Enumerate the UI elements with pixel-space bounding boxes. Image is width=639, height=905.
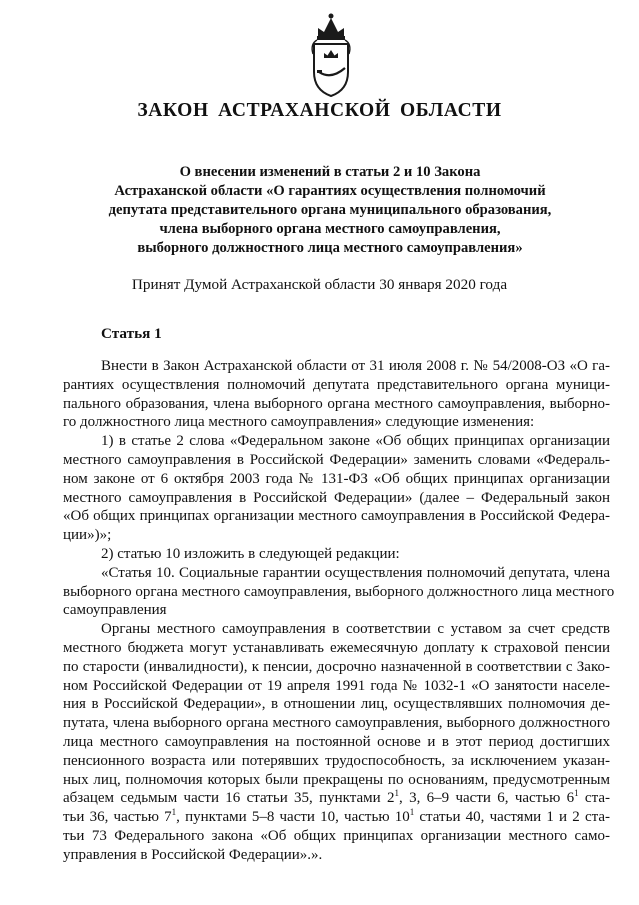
paragraph-line: пенсионного возраста или потерявших трудоспособность, за исключением указан- (63, 752, 610, 769)
superscript: 1 (394, 788, 399, 799)
paragraph-line: «Статья 10. Социальные гарантии осуществления полномочий депутата, члена (101, 564, 610, 581)
paragraph-line: рантиях осуществления полномочий депутата представительного органа муници- (63, 376, 610, 393)
paragraph-line: ном законе от 6 октября 2003 года № 131-ФЗ «Об общих принципах организации (63, 470, 610, 487)
paragraph-line: ции»)»; (63, 527, 112, 544)
adoption-note: Принят Думой Астраханской области 30 января 2020 года (131, 276, 508, 293)
paragraph-line: самоуправления (63, 602, 167, 619)
paragraph-line: Внести в Закон Астраханской области от 31 июля 2008 г. № 54/2008-ОЗ «О га- (101, 358, 610, 374)
paragraph-line: путата, члена выборного органа местного самоуправления, выборного должностного (63, 715, 610, 732)
paragraph-line: выборного органа местного самоуправления, выборного должностного лица местного (63, 583, 615, 600)
paragraph-line: пального образования, члена выборного органа местного самоуправления, выборно- (63, 395, 610, 412)
law-subject-line: выборного должностного лица местного самоуправления» (137, 240, 523, 256)
article-heading: Статья 1 (101, 325, 162, 342)
paragraph-line: тьи 73 Федерального закона «Об общих принципах организации местного само- (63, 827, 610, 844)
superscript: 1 (171, 807, 177, 818)
text-fragment: тьи 36, частью 7 (63, 809, 172, 826)
paragraph-line: ных лиц, полномочия которых были прекращены по основаниям, предусмотренным (63, 771, 610, 788)
paragraph-line: местного бюджета могут устанавливать ежемесячную доплату к страховой пенсии (63, 639, 610, 656)
paragraph-line: 1) в статье 2 слова «Федеральном законе «Об общих принципах организации (101, 433, 610, 450)
paragraph-line: ния в Российской Федерации», в отношении лиц, осуществлявших полномочия де- (63, 696, 610, 713)
superscript: 1 (409, 807, 415, 818)
law-subject-line: Астраханской области «О гарантиях осуществления полномочий (114, 183, 546, 199)
paragraph-line: местного самоуправления в Российской Федерации» заменить словами «Федераль- (63, 451, 610, 468)
paragraph-line: по старости (инвалидности), к пенсии, досрочно назначенной в соответствии с Зако- (63, 658, 610, 675)
paragraph-line: лица местного самоуправления на постоянной основе и в этот период достигших (63, 733, 610, 750)
paragraph-line: ном Российской Федерации от 19 апреля 1991 года № 1032-1 «О занятости населе- (63, 677, 610, 694)
paragraph-line (63, 789, 610, 808)
text-fragment: , 3, 6–9 части 6, частью 6 (399, 790, 575, 807)
text-fragment: ста- (578, 790, 610, 807)
text-fragment: статьи 40, частями 1 и 2 ста- (414, 809, 610, 826)
astrakhan-coat-of-arms-emblem (300, 10, 362, 98)
paragraph-line (63, 808, 610, 827)
paragraph-line: 2) статью 10 изложить в следующей редакции: (101, 545, 400, 562)
law-subject-line: депутата представительного органа муниципального образования, (108, 202, 552, 218)
paragraph-line: управления в Российской Федерации».». (63, 846, 323, 863)
law-title: ЗАКОН АСТРАХАНСКОЙ ОБЛАСТИ (137, 100, 502, 121)
text-fragment: , пунктами 5–8 части 10, частью 10 (176, 809, 410, 826)
paragraph-line: «Об общих принципах организации местного самоуправления в Российской Федера- (63, 508, 610, 525)
superscript: 1 (574, 788, 579, 799)
article-body (63, 357, 615, 865)
law-subject (40, 163, 620, 258)
paragraph-line: Органы местного самоуправления в соответствии с уставом за счет средств (101, 621, 610, 638)
text-fragment: абзацем седьмым части 16 статьи 35, пунктами 2 (63, 790, 395, 807)
law-subject-line: О внесении изменений в статьи 2 и 10 Закона (179, 164, 481, 180)
paragraph-line: местного самоуправления в Российской Федерации» (далее – Федеральный закон (63, 489, 610, 506)
law-subject-line: члена выборного органа местного самоуправления, (159, 221, 501, 237)
paragraph-line: го должностного лица местного самоуправления» следующие изменения: (63, 414, 535, 431)
